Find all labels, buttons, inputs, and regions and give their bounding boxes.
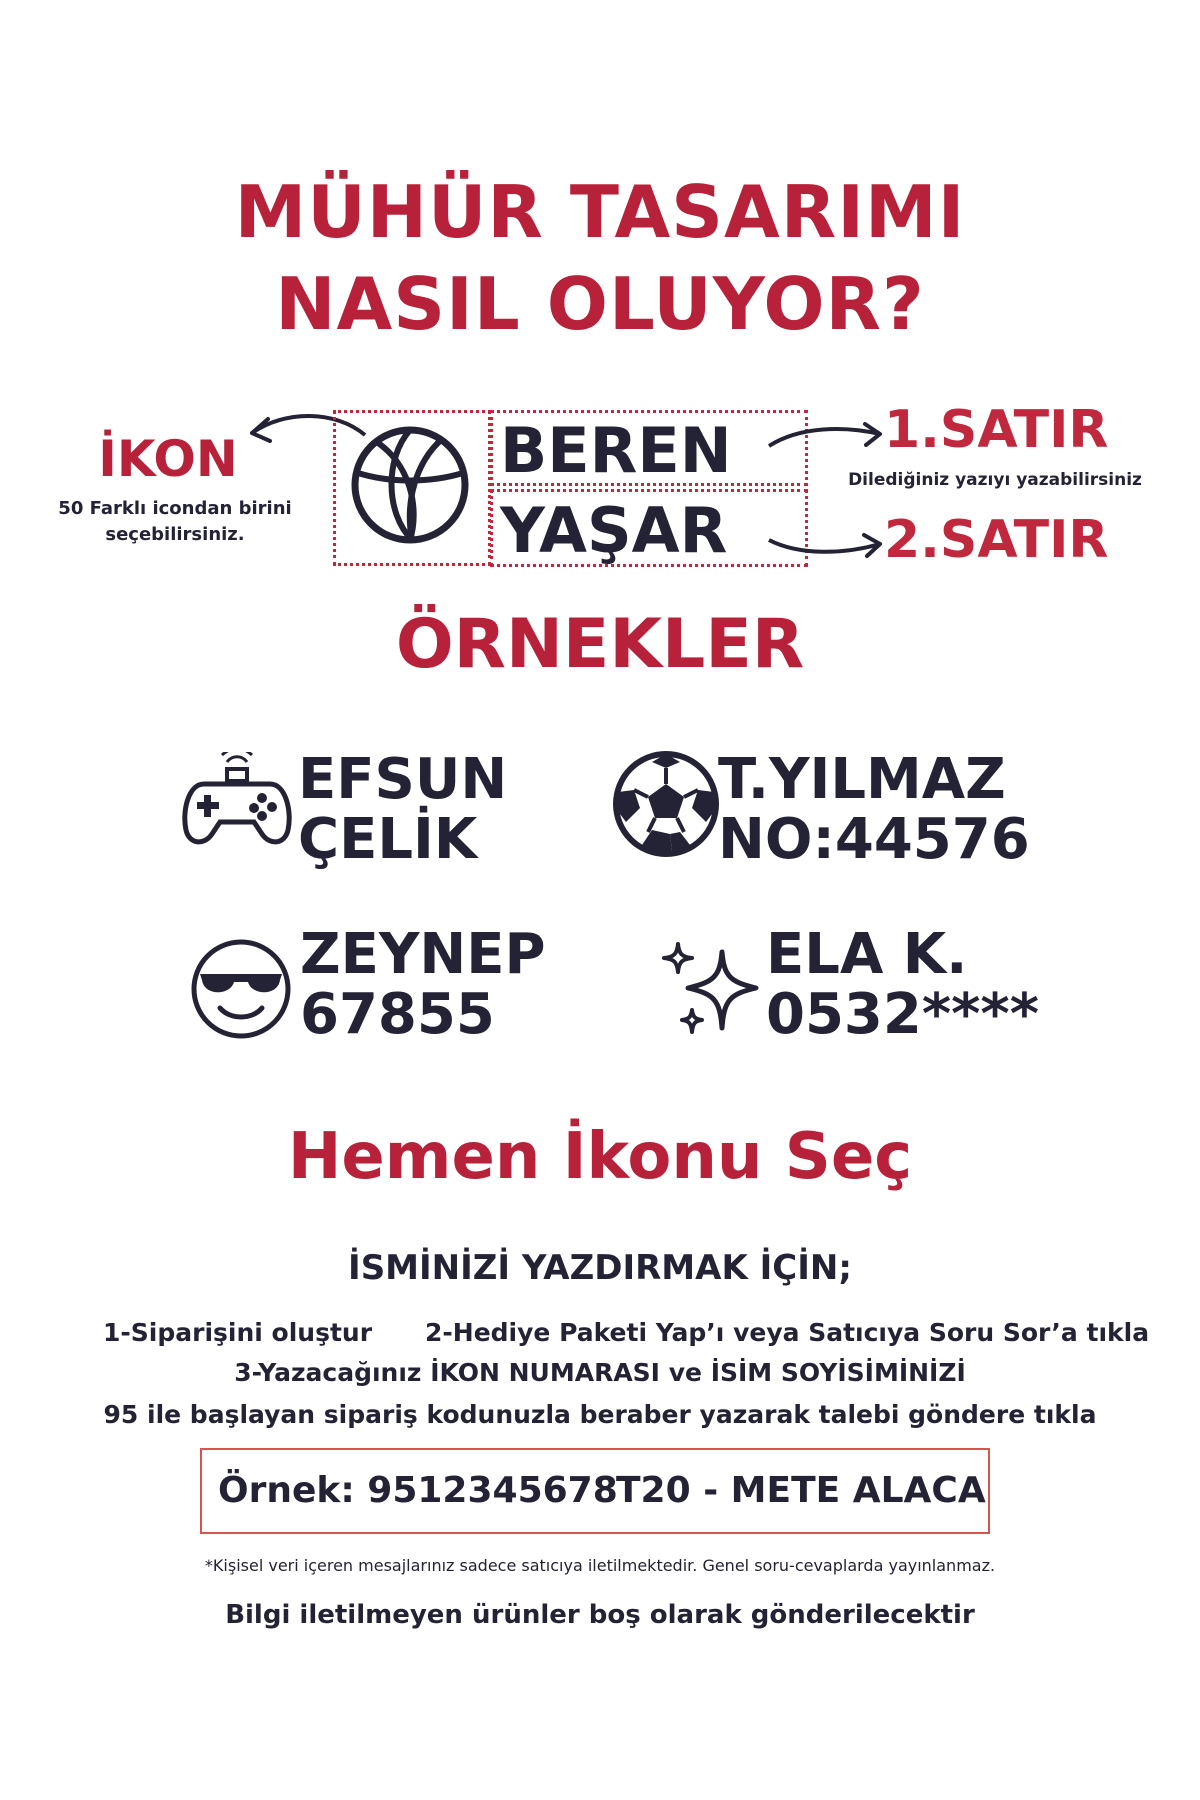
gamepad-icon: [182, 752, 292, 847]
row2-label: 2.SATIR: [884, 510, 1109, 570]
example-1-line-2: ÇELİK: [298, 807, 478, 872]
examples-heading: ÖRNEKLER: [395, 605, 805, 684]
soccer-ball-icon: [612, 750, 720, 858]
footer-note: Bilgi iletilmeyen ürünler boş olarak gönderilecektir: [225, 1600, 975, 1630]
step-3-mid: ve: [668, 1358, 702, 1387]
icon-desc-line-1: 50 Farklı icondan birini: [58, 498, 292, 519]
stamp-line-2: YAŞAR: [500, 494, 728, 567]
example-2-line-1: T.YILMAZ: [718, 747, 1006, 812]
example-1-line-1: EFSUN: [298, 747, 508, 812]
step-3-prefix: 3-Yazacağınız: [234, 1358, 422, 1387]
step-3: [0, 1358, 1200, 1387]
step-3-icon-number: İKON NUMARASI: [430, 1358, 660, 1387]
instructions-heading: İSMİNİZİ YAZDIRMAK İÇİN;: [348, 1248, 852, 1288]
example-box: [200, 1448, 990, 1534]
step-1: 1-Siparişini oluştur: [103, 1318, 373, 1347]
basketball-icon: [350, 423, 470, 547]
title-line-1: MÜHÜR TASARIMI: [234, 170, 966, 254]
sunglasses-smiley-icon: [190, 938, 292, 1040]
step-3-name: İSİM SOYİSİMİNİZİ: [710, 1358, 966, 1387]
example-4-line-2: 0532****: [766, 982, 1039, 1047]
stamp-line-1: BEREN: [500, 414, 732, 487]
title-line-2: NASIL OLUYOR?: [275, 262, 925, 346]
arrow-to-row1: [765, 418, 890, 458]
example-request: T20 - METE ALACA: [616, 1470, 986, 1511]
step-2: 2-Hediye Paketi Yap’ı veya Satıcıya Soru Sor’a tıkla: [425, 1318, 1150, 1347]
icon-desc-line-2: seçebilirsiniz.: [105, 524, 245, 545]
row1-label: 1.SATIR: [884, 400, 1109, 460]
icon-label: İKON: [98, 430, 238, 488]
example-3-line-1: ZEYNEP: [300, 922, 546, 987]
example-2-line-2: NO:44576: [718, 807, 1030, 872]
cta-heading: Hemen İkonu Seç: [287, 1120, 913, 1194]
sparkles-icon: [660, 940, 770, 1040]
arrow-to-row2: [765, 520, 890, 560]
row-desc: Dilediğiniz yazıyı yazabilirsiniz: [848, 470, 1142, 490]
step-4: 95 ile başlayan sipariş kodunuzla beraber yazarak talebi göndere tıkla: [103, 1400, 1097, 1429]
example-3-line-2: 67855: [300, 982, 495, 1047]
example-4-line-1: ELA K.: [766, 922, 968, 987]
privacy-note: *Kişisel veri içeren mesajlarınız sadece satıcıya iletilmektedir. Genel soru-cevaplarda yayınlanmaz.: [204, 1556, 996, 1575]
example-order-code: Örnek: 9512345678: [218, 1470, 618, 1511]
